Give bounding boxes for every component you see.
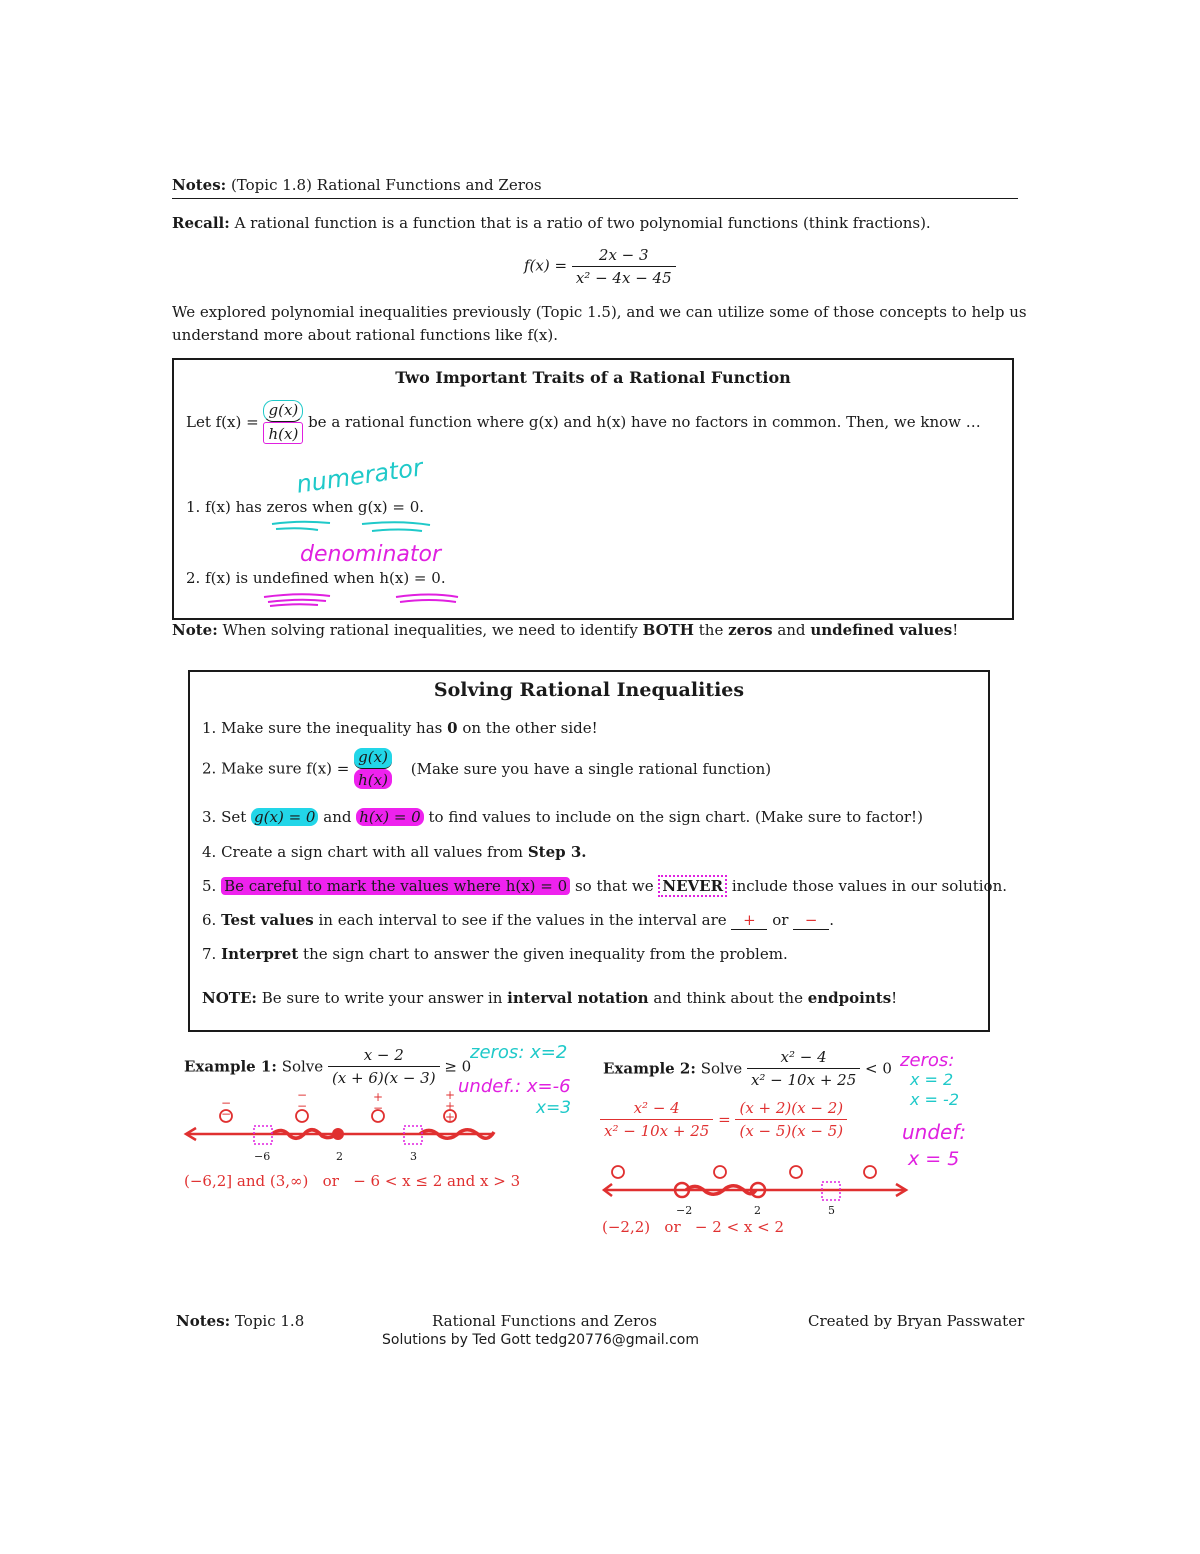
footer-credit: Solutions by Ted Gott tedg20776@gmail.com (382, 1332, 700, 1348)
example-2-tick-2: 2 (754, 1204, 761, 1217)
step-2-post: (Make sure you have a single rational function) (410, 759, 772, 778)
sign: + (444, 1088, 456, 1102)
recall-numerator: 2x − 3 (572, 246, 676, 267)
note-line (172, 621, 958, 639)
sign: + (372, 1090, 384, 1104)
example-2-denominator: x² − 10x + 25 (750, 1071, 857, 1089)
recall-line (172, 214, 931, 232)
solving-note-mid: and think about the (653, 989, 803, 1007)
step-3-pre: 3. Set (202, 808, 247, 826)
sign: + (444, 1099, 456, 1113)
example-2-f-numerator: x² − 4 (600, 1099, 713, 1120)
step-6-minus: − (793, 911, 829, 930)
footer-left-label: Notes: (176, 1312, 231, 1330)
example-2-relation: < 0 (865, 1059, 892, 1078)
sign: − (220, 1096, 232, 1110)
step-5-never: NEVER (658, 875, 727, 897)
note-pre: When solving rational inequalities, we need to identify (222, 621, 638, 639)
traits-let-rest: be a rational function where g(x) and h(x) have no factors in common. Then, we know … (308, 413, 981, 431)
recall-fx: f(x) = (524, 256, 568, 275)
example-2-zeros-label: zeros: (900, 1050, 955, 1071)
recall-fraction (572, 246, 676, 287)
intro-line-1: We explored polynomial inequalities previously (Topic 1.5), and we can utilize some of those concepts to help us (172, 303, 1027, 321)
traits-fraction (263, 400, 303, 444)
example-2-zero-1: x = 2 (910, 1070, 954, 1089)
step-1-zero: 0 (447, 719, 458, 737)
step-7-num: 7. (202, 945, 217, 963)
step-6-or: or (772, 911, 789, 929)
traits-let (186, 400, 981, 444)
header-rule (172, 198, 1018, 199)
step-6 (202, 911, 834, 930)
example-2-zero-2: x = -2 (910, 1090, 959, 1109)
solving-note-interval: interval notation (507, 989, 649, 1007)
step-3-post: to find values to include on the sign chart. (Make sure to factor!) (428, 808, 923, 826)
step-3 (202, 808, 923, 826)
recall-formula (524, 246, 676, 287)
step-7-post: the sign chart to answer the given inequality from the problem. (303, 945, 788, 963)
example-1-label: Example 1: (184, 1057, 277, 1076)
example-1-numerator: x − 2 (328, 1046, 440, 1067)
example-2-f-denominator: x² − 10x + 25 (604, 1122, 710, 1140)
example-2-tick-1: −2 (676, 1204, 693, 1217)
note-label: Note: (172, 621, 218, 639)
traits-item-2: 2. f(x) is undefined when h(x) = 0. (186, 569, 446, 587)
step-2-h: h(x) (354, 769, 392, 789)
step-3-g: g(x) = 0 (251, 808, 318, 826)
traits-let-text: Let f(x) = (186, 413, 259, 431)
intro-line-2: understand more about rational functions like f(x). (172, 326, 558, 344)
sign: − (296, 1099, 308, 1113)
step-1-pre: 1. Make sure the inequality has (202, 719, 443, 737)
step-5-highlight: Be careful to mark the values where h(x) = 0 (221, 877, 570, 895)
traits-item-1: 1. f(x) has zeros when g(x) = 0. (186, 498, 425, 516)
step-5-post: include those values in our solution. (731, 877, 1008, 895)
solving-title: Solving Rational Inequalities (433, 679, 745, 701)
example-2-problem (603, 1048, 892, 1089)
step-2-fraction (354, 748, 392, 789)
note-zeros: zeros (728, 621, 773, 639)
step-6-mid: in each interval to see if the values in the interval are (318, 911, 727, 929)
example-1-tick-3: 3 (410, 1150, 417, 1163)
example-2-undef-value: x = 5 (908, 1148, 960, 1170)
example-2-factoring (600, 1099, 847, 1140)
example-2-fraction (747, 1048, 860, 1089)
footer-left (176, 1312, 304, 1330)
step-6-bold: Test values (221, 911, 314, 929)
example-1-denominator: (x + 6)(x − 3) (331, 1069, 436, 1087)
recall-text: A rational function is a function that is a ratio of two polynomial functions (think fractions). (234, 214, 931, 232)
note-undefined: undefined values (810, 621, 953, 639)
header-title: (Topic 1.8) Rational Functions and Zeros (230, 176, 542, 194)
note-both: BOTH (642, 621, 694, 639)
header-label: Notes: (172, 176, 227, 194)
sign: − (372, 1101, 384, 1115)
example-2-factored-numerator: (x + 2)(x − 2) (735, 1099, 847, 1120)
example-1-sign-group-4 (440, 1090, 460, 1123)
step-5-mid: so that we (574, 877, 654, 895)
example-1-problem (184, 1046, 471, 1087)
solving-note-end: ! (891, 989, 898, 1007)
page-header (172, 176, 542, 194)
sign: − (296, 1088, 308, 1102)
example-1-tick-1: −6 (254, 1150, 271, 1163)
example-1-sign-group-2 (292, 1090, 312, 1112)
footer-right: Created by Bryan Passwater (808, 1312, 1025, 1330)
footer-center: Rational Functions and Zeros (432, 1312, 657, 1330)
footer-left-topic: Topic 1.8 (234, 1312, 305, 1330)
note-the: the (698, 621, 724, 639)
example-2-solve: Solve (700, 1059, 743, 1078)
sign: − (220, 1107, 232, 1121)
solving-note-label: NOTE: (202, 989, 257, 1007)
note-end: ! (952, 621, 959, 639)
step-4-step: Step 3. (527, 843, 587, 861)
example-2-factored-fraction (735, 1099, 847, 1140)
step-1 (202, 719, 598, 737)
example-1-answer: (−6,2] and (3,∞) or − 6 < x ≤ 2 and x > 3 (184, 1172, 521, 1190)
example-1-undef-note-2: x=3 (536, 1098, 572, 1118)
example-1-undef-note: undef.: x=-6 (458, 1076, 571, 1097)
example-1-relation: ≥ 0 (444, 1057, 472, 1076)
example-2-label: Example 2: (603, 1059, 696, 1078)
solving-note (202, 989, 897, 1007)
step-6-num: 6. (202, 911, 217, 929)
step-6-end: . (829, 911, 834, 929)
step-5 (202, 877, 1007, 895)
step-3-and: and (323, 808, 352, 826)
example-1-solve: Solve (281, 1057, 324, 1076)
solving-note-endpoints: endpoints (807, 989, 892, 1007)
example-1-sign-group-1 (216, 1098, 236, 1120)
solving-note-pre: Be sure to write your answer in (261, 989, 503, 1007)
traits-h: h(x) (263, 422, 303, 444)
recall-denominator: x² − 4x − 45 (575, 269, 672, 287)
example-2-numerator: x² − 4 (747, 1048, 860, 1069)
step-2-g: g(x) (354, 748, 392, 769)
example-2-undef-label: undef: (902, 1120, 967, 1144)
traits-g: g(x) (263, 400, 303, 422)
step-1-post: on the other side! (462, 719, 598, 737)
example-1-fraction (328, 1046, 440, 1087)
step-4-pre: 4. Create a sign chart with all values from (202, 843, 524, 861)
step-5-num: 5. (202, 877, 217, 895)
step-7 (202, 945, 788, 963)
example-2-f-fraction (600, 1099, 713, 1140)
example-2-equals: = (718, 1110, 731, 1129)
example-1-sign-group-3 (368, 1092, 388, 1114)
step-6-plus: + (731, 911, 767, 930)
step-2 (202, 748, 771, 789)
sign: + (444, 1110, 456, 1124)
example-1-zeros-note: zeros: x=2 (470, 1042, 568, 1063)
hand-numerator: numerator (294, 453, 425, 499)
step-7-bold: Interpret (221, 945, 299, 963)
traits-title: Two Important Traits of a Rational Function (395, 368, 791, 387)
example-2-factored-denominator: (x − 5)(x − 5) (739, 1122, 844, 1140)
hand-denominator: denominator (300, 542, 442, 567)
note-and: and (777, 621, 806, 639)
example-2-answer: (−2,2) or − 2 < x < 2 (602, 1218, 785, 1236)
step-4 (202, 843, 587, 861)
recall-label: Recall: (172, 214, 230, 232)
example-2-sign-chart (0, 0, 1, 1)
step-3-h: h(x) = 0 (356, 808, 423, 826)
example-1-tick-2: 2 (336, 1150, 343, 1163)
example-2-tick-3: 5 (828, 1204, 835, 1217)
step-2-pre: 2. Make sure f(x) = (202, 759, 350, 778)
